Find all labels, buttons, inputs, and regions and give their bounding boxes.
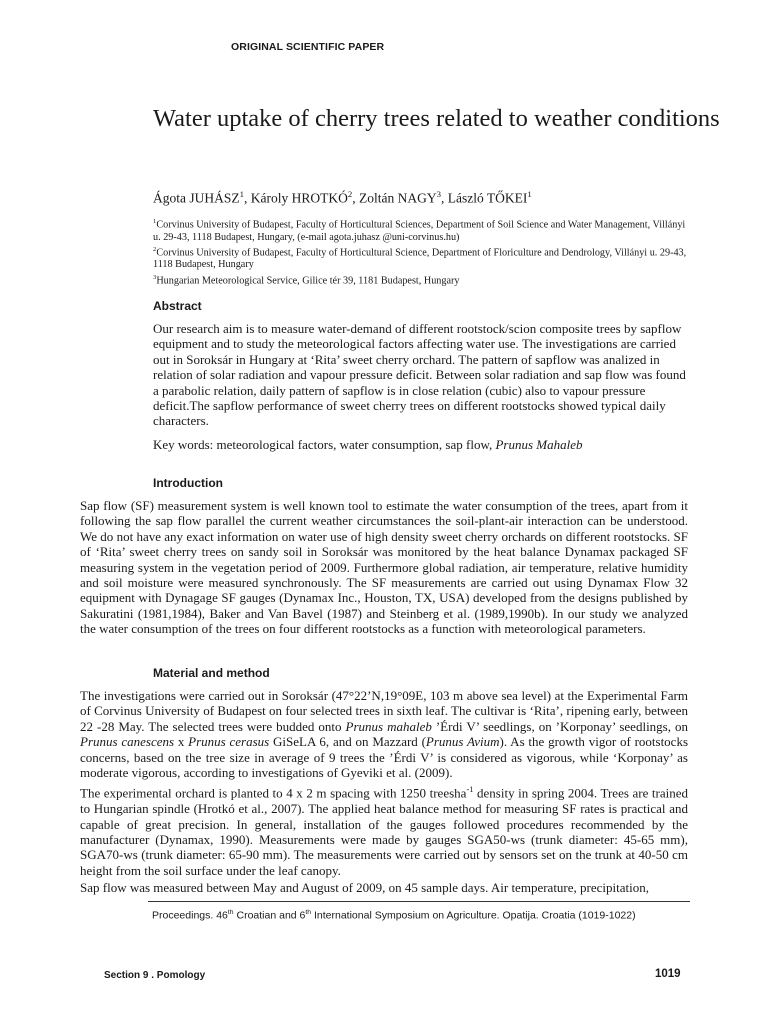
- footer-divider: [148, 901, 690, 902]
- methods-paragraph: Sap flow was measured between May and August of 2009, on 45 sample days. Air temperature, precipitation,: [80, 880, 649, 896]
- affil-text: Hungarian Meteorological Service, Gilice tér 39, 1181 Budapest, Hungary: [156, 274, 460, 286]
- page-number: 1019: [655, 968, 681, 980]
- paper-type-label: ORIGINAL SCIENTIFIC PAPER: [231, 41, 385, 53]
- abstract-heading: Abstract: [153, 299, 202, 313]
- methods-paragraph: The investigations were carried out in Soroksár (47°22’N,19°09E, 103 m above sea level) at the Experimental Farm of Corvinus University of Budapest on four selected trees in sixth leaf. The cultivar is ‘Rita’, ripening early, between 22 -28 May. The selected trees were budded onto Prunus mahaleb ’Érdi V’ seedlings, on ’Korponay’ seedlings, on Prunus canescens x Prunus cerasus GiSeLA 6, and on Mazzard (Prunus Avium). As the growth vigor of rootstocks concerns, based on the tree size in average of 9 trees the ’Érdi V’ is considered as vigorous, while ‘Korponay’ as moderate vigorous, according to investigations of Gyeviki et al. (2009).: [80, 688, 689, 781]
- section-label: Section 9 . Pomology: [104, 970, 206, 981]
- proceedings-citation: Proceedings. 46th Croatian and 6th International Symposium on Agriculture. Opatija. Croatia (1019-1022): [152, 909, 636, 922]
- author-affil-mark: 2: [347, 189, 353, 199]
- methods-heading: Material and method: [153, 666, 270, 680]
- affil-mark: 3: [153, 273, 157, 281]
- author-affil-mark: 1: [527, 189, 532, 199]
- affiliation: [153, 244, 693, 272]
- methods-paragraph: The experimental orchard is planted to 4 x 2 m spacing with 1250 treesha$^{-1}$ density in spring 2004. Trees are trained to Hungarian spindle (Hrotkó et al., 2007). The applied heat balance method for measuring SF rates is practical and capable of great precision. In general, installation of the gauges followed procedures recommended by the manufacturer (Dynamax, 1990). Measurements were made by gauges SGA50-ws (trunk diameter: 45-65 mm), SGA70-ws (trunk diameter: 65-90 mm). The measurements were carried out by sensors set on the trunk at 40-50 cm height from the soil surface under the leaf canopy.: [80, 784, 688, 878]
- keywords-italic: Prunus Mahaleb: [495, 437, 583, 452]
- author-name: Károly HROTKÓ: [250, 190, 348, 206]
- keywords-text: Key words: meteorological factors, water consumption, sap flow,: [153, 437, 496, 452]
- affil-mark: 2: [153, 245, 157, 253]
- paper-title: Water uptake of cherry trees related to weather conditions: [153, 105, 720, 132]
- author-list: Ágota JUHÁSZ$^1$, Károly HROTKÓ$^2$, Zoltán NAGY$^3$, László TŐKEI$^1$: [153, 189, 532, 206]
- affil-text: Corvinus University of Budapest, Faculty of Horticultural Science, Department of Floriculture and Dendrology, Villányi u. 29-43, 1118 Budapest, Hungary: [153, 247, 687, 271]
- author-affil-mark: 1: [239, 189, 245, 199]
- affiliation: [153, 216, 693, 244]
- author-name: László TŐKEI: [447, 190, 528, 206]
- affil-text: Corvinus University of Budapest, Faculty of Horticultural Sciences, Department of Soil Science and Water Management, Villányi u. 29-43, 1118 Budapest, Hungary, (e-mail agota.juhasz @uni-corvinus.hu): [153, 219, 686, 243]
- abstract-text: Our research aim is to measure water-demand of different rootstock/scion composite trees by sapflow equipment and to study the meteorological factors affecting water use. The investigations are carried out in Soroksár in Hungary at ‘Rita’ sweet cherry orchard. The pattern of sapflow was analized in relation of solar radiation and vapour pressure deficit. Between solar radiation and sap flow was found a parabolic relation, daily pattern of sapflow is in close relation (cubic) also to vapour pressure deficit.The sapflow performance of sweet cherry trees on different rootstocks showed typical daily characters.: [153, 321, 686, 429]
- author-name: Ágota JUHÁSZ: [153, 190, 240, 206]
- keywords: [153, 437, 583, 453]
- author-name: Zoltán NAGY: [359, 190, 437, 206]
- affil-mark: 1: [153, 218, 157, 225]
- introduction-heading: Introduction: [153, 476, 223, 490]
- introduction-text: Sap flow (SF) measurement system is well known tool to estimate the water consumption of the trees, apart from it following the sap flow parallel the current weather circumstances the soil-plant-air interaction can be understood. We do not have any exact information on water use of high density sweet cherry orchards on different rootstocks. SF of ‘Rita’ sweet cherry trees on sandy soil in Soroksár was monitored by the heat balance Dynamax packaged SF measuring system in the vegetation period of 2009. Furthermore global radiation, air temperature, relative humidity and soil moisture were measured synchronously. The SF measurements are carried out using Dynamax Flow 32 equipment with Dynagage SF gauges (Dynamax Inc., Houston, TX, USA) developed from the designs published by Sakuratini (1981,1984), Baker and Van Bavel (1987) and Steinberg et al. (1989,1990b). In our study we analyzed the water consumption of the trees on four different rootstocks as a function with meteorological parameters.: [80, 498, 688, 637]
- affiliation: [153, 272, 693, 288]
- author-affil-mark: 3: [436, 189, 442, 199]
- affiliations: [153, 216, 693, 287]
- methods-text: [80, 688, 688, 898]
